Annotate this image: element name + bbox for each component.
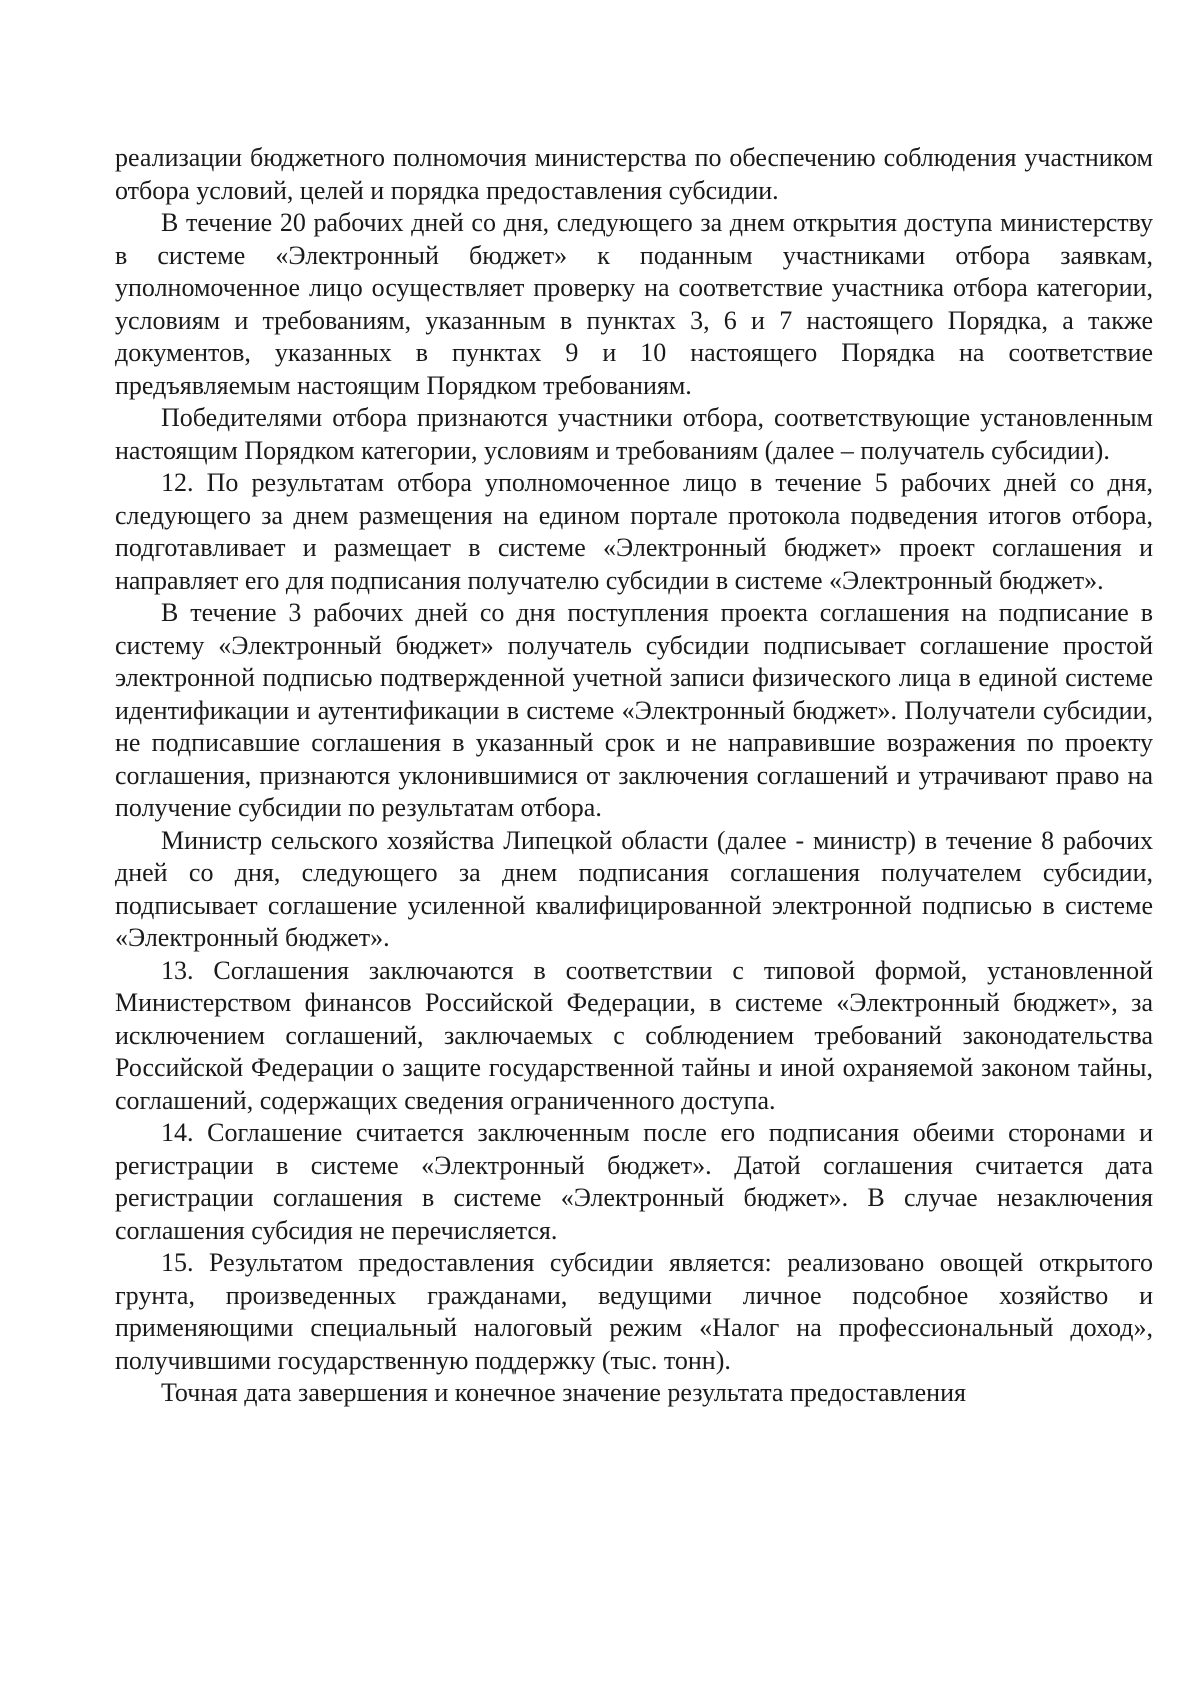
paragraph-review-period: В течение 20 рабочих дней со дня, следующего за днем открытия доступа министерству в системе «Электронный бюджет» к поданным участниками отбора заявкам, уполномоченное лицо осуществляет проверку на соответствие участника отбора категории, условиям и требованиям, указанным в пунктах 3, 6 и 7 настоящего Порядка, а также документов, указанных в пунктах 9 и 10 настоящего Порядка на соответствие предъявляемым настоящим Порядком требованиям.: [115, 208, 1153, 400]
document-body: [115, 142, 1153, 1410]
paragraph-item-13: 13. Соглашения заключаются в соответствии с типовой формой, установленной Министерством финансов Российской Федерации, в системе «Электронный бюджет», за исключением соглашений, заключаемых с соблюдением требований законодательства Российской Федерации о защите государственной тайны и иной охраняемой законом тайны, соглашений, содержащих сведения ограниченного доступа.: [115, 955, 1153, 1115]
paragraph-continuation: реализации бюджетного полномочия министерства по обеспечению соблюдения участником отбора условий, целей и порядка предоставления субсидии.: [115, 143, 1153, 205]
paragraph-result-date: Точная дата завершения и конечное значение результата предоставления: [161, 1378, 966, 1407]
paragraph-item-12: 12. По результатам отбора уполномоченное лицо в течение 5 рабочих дней со дня, следующего за днем размещения на едином портале протокола подведения итогов отбора, подготавливает и размещает в системе «Электронный бюджет» проект соглашения и направляет его для подписания получателю субсидии в системе «Электронный бюджет».: [115, 468, 1153, 595]
paragraph-item-15: 15. Результатом предоставления субсидии является: реализовано овощей открытого грунта, произведенных гражданами, ведущими личное подсобное хозяйство и применяющими специальный налоговый режим «Налог на профессиональный доход», получившими государственную поддержку (тыс. тонн).: [115, 1248, 1153, 1375]
paragraph-signing-recipient: В течение 3 рабочих дней со дня поступления проекта соглашения на подписание в систему «Электронный бюджет» получатель субсидии подписывает соглашение простой электронной подписью подтвержденной учетной записи физического лица в единой системе идентификации и аутентификации в системе «Электронный бюджет». Получатели субсидии, не подписавшие соглашения в указанный срок и не направившие возражения по проекту соглашения, признаются уклонившимися от заключения соглашений и утрачивают право на получение субсидии по результатам отбора.: [115, 598, 1153, 822]
paragraph-signing-minister: Министр сельского хозяйства Липецкой области (далее - министр) в течение 8 рабочих дней со дня, следующего за днем подписания соглашения получателем субсидии, подписывает соглашение усиленной квалифицированной электронной подписью в системе «Электронный бюджет».: [115, 825, 1153, 952]
paragraph-item-14: 14. Соглашение считается заключенным после его подписания обеими сторонами и регистрации в системе «Электронный бюджет». Датой соглашения считается дата регистрации соглашения в системе «Электронный бюджет». В случае незаключения соглашения субсидия не перечисляется.: [115, 1118, 1153, 1245]
paragraph-winners: Победителями отбора признаются участники отбора, соответствующие установленным настоящим Порядком категории, условиям и требованиям (далее – получатель субсидии).: [115, 403, 1153, 465]
